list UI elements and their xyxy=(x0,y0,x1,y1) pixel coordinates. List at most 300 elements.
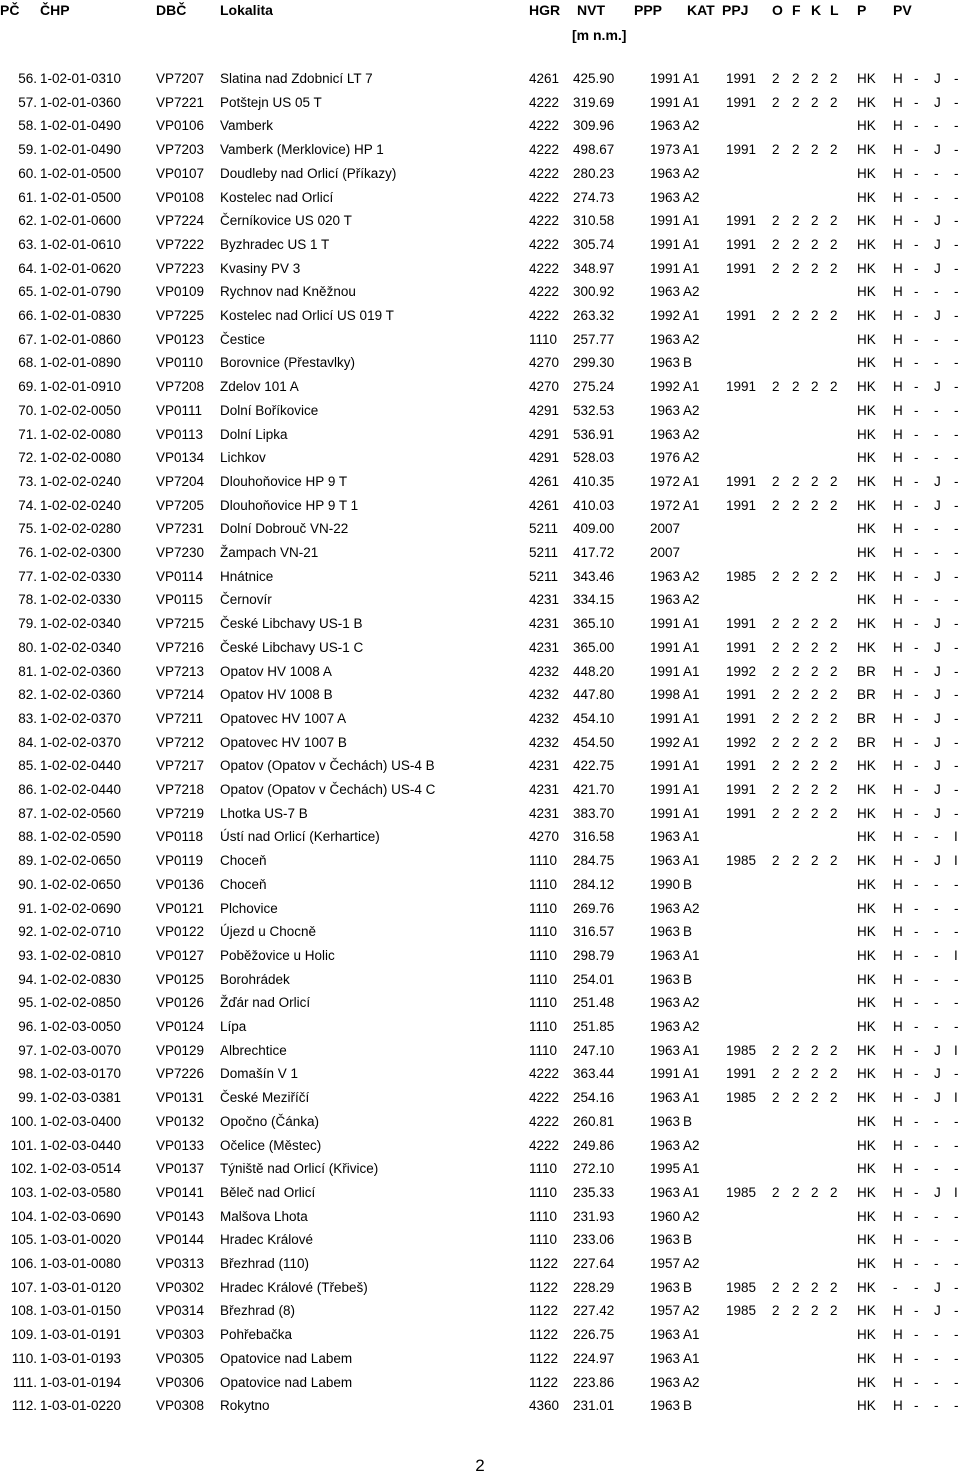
table-row xyxy=(0,427,960,451)
table-row xyxy=(0,190,960,214)
cell-flag-k: 2 xyxy=(811,568,819,584)
cell-dbc-code: VP7212 xyxy=(156,734,205,750)
cell-pv-1: H xyxy=(893,1161,903,1177)
cell-hgr: 1110 xyxy=(529,1161,558,1177)
cell-ppp: 2007 xyxy=(650,545,681,560)
cell-flag-k: 2 xyxy=(811,616,819,632)
table-row xyxy=(0,1161,960,1185)
cell-flag-k: 2 xyxy=(811,1066,819,1082)
cell-kat: A1 xyxy=(683,379,700,395)
cell-dbc-code: VP0143 xyxy=(156,1208,205,1224)
cell-chp-code: 1-03-01-0191 xyxy=(40,1327,122,1343)
cell-hgr: 4222 xyxy=(529,1066,560,1082)
cell-pv-2: - xyxy=(914,236,919,252)
cell-ppp: 1963 xyxy=(650,1113,681,1129)
cell-pv-1: H xyxy=(893,947,903,963)
cell-flag-o: 2 xyxy=(772,782,780,797)
cell-flag-k: 2 xyxy=(811,758,819,774)
cell-chp-code: 1-02-02-0330 xyxy=(40,568,122,584)
cell-pv-4: - xyxy=(954,995,959,1011)
cell-flag-l: 2 xyxy=(830,94,838,110)
cell-pv-1: H xyxy=(893,379,903,395)
cell-row-number: 82. xyxy=(18,687,37,703)
cell-row-number: 90. xyxy=(18,876,37,892)
table-row xyxy=(0,1256,960,1280)
cell-flag-p: HK xyxy=(857,1208,876,1224)
cell-pv-2: - xyxy=(914,805,919,821)
cell-nvt: 275.24 xyxy=(573,379,615,395)
table-row xyxy=(0,498,960,522)
cell-chp-code: 1-02-03-0170 xyxy=(40,1066,122,1082)
cell-flag-f: 2 xyxy=(792,260,800,276)
cell-pv-4: - xyxy=(954,1279,959,1295)
cell-row-number: 66. xyxy=(18,308,37,323)
cell-flag-l: 2 xyxy=(830,379,838,395)
cell-flag-p: HK xyxy=(857,189,876,205)
cell-pv-1: H xyxy=(893,616,903,632)
cell-pv-3: - xyxy=(934,189,939,205)
table-row xyxy=(0,829,960,853)
cell-hgr: 4222 xyxy=(529,284,560,300)
cell-kat: A1 xyxy=(683,853,700,869)
cell-nvt: 300.92 xyxy=(573,284,615,300)
cell-nvt: 528.03 xyxy=(573,450,615,466)
cell-pv-2: - xyxy=(914,710,919,726)
cell-hgr: 4222 xyxy=(529,142,560,158)
cell-pv-4: - xyxy=(954,1161,959,1177)
cell-flag-p: HK xyxy=(857,758,876,774)
cell-pv-1: H xyxy=(893,924,903,940)
cell-kat: A1 xyxy=(683,663,700,679)
cell-flag-k: 2 xyxy=(811,805,819,821)
cell-kat: A2 xyxy=(683,995,700,1011)
cell-flag-o: 2 xyxy=(772,710,780,726)
cell-nvt: 284.12 xyxy=(573,876,615,892)
cell-ppj: 1985 xyxy=(726,568,757,584)
cell-row-number: 106. xyxy=(10,1256,37,1271)
cell-flag-p: HK xyxy=(857,924,876,940)
cell-row-number: 104. xyxy=(10,1208,37,1224)
cell-flag-p: HK xyxy=(857,1184,876,1200)
cell-flag-o: 2 xyxy=(772,473,780,489)
cell-flag-o: 2 xyxy=(772,1279,780,1295)
cell-ppp: 1963 xyxy=(650,829,681,845)
cell-ppp: 1963 xyxy=(650,1019,681,1034)
header-pc: PČ xyxy=(0,2,20,18)
cell-pv-1: H xyxy=(893,1327,903,1343)
cell-pv-4: - xyxy=(954,402,959,418)
header-k: K xyxy=(811,2,822,18)
cell-flag-f: 2 xyxy=(792,853,800,869)
cell-kat: A2 xyxy=(683,1256,700,1271)
cell-nvt: 454.50 xyxy=(573,734,615,750)
cell-nvt: 251.85 xyxy=(573,1019,615,1034)
cell-chp-code: 1-02-01-0830 xyxy=(40,308,122,323)
cell-row-number: 72. xyxy=(18,450,37,466)
cell-ppp: 1957 xyxy=(650,1256,681,1271)
cell-chp-code: 1-02-02-0690 xyxy=(40,900,122,916)
cell-pv-3: - xyxy=(934,521,939,537)
cell-pv-2: - xyxy=(914,94,919,110)
cell-kat: A2 xyxy=(683,1019,700,1034)
cell-hgr: 1110 xyxy=(529,947,558,963)
cell-row-number: 92. xyxy=(18,924,37,940)
cell-pv-3: - xyxy=(934,1350,939,1366)
cell-chp-code: 1-02-02-0330 xyxy=(40,592,122,608)
cell-ppp: 1990 xyxy=(650,876,681,892)
cell-flag-p: HK xyxy=(857,1398,876,1414)
cell-nvt: 425.90 xyxy=(573,71,615,86)
cell-kat: B xyxy=(683,355,693,371)
table-row xyxy=(0,1185,960,1209)
cell-lokalita: Opatov HV 1008 B xyxy=(220,687,333,703)
cell-row-number: 78. xyxy=(18,592,37,608)
cell-flag-l: 2 xyxy=(830,1184,838,1200)
cell-pv-3: - xyxy=(934,1113,939,1129)
cell-pv-2: - xyxy=(914,971,919,987)
table-row xyxy=(0,213,960,237)
cell-chp-code: 1-02-02-0650 xyxy=(40,876,122,892)
cell-ppp: 1972 xyxy=(650,497,681,513)
cell-ppp: 1963 xyxy=(650,853,681,869)
cell-chp-code: 1-02-02-0080 xyxy=(40,426,122,442)
cell-nvt: 228.29 xyxy=(573,1279,615,1295)
cell-pv-4: - xyxy=(954,473,959,489)
cell-pv-2: - xyxy=(914,1042,919,1058)
cell-ppj: 1991 xyxy=(726,805,757,821)
cell-dbc-code: VP0107 xyxy=(156,165,205,181)
cell-flag-k: 2 xyxy=(811,497,819,513)
cell-ppp: 1960 xyxy=(650,1208,681,1224)
cell-hgr: 1110 xyxy=(529,853,558,869)
cell-flag-f: 2 xyxy=(792,687,800,703)
cell-chp-code: 1-02-02-0850 xyxy=(40,995,122,1011)
cell-pv-2: - xyxy=(914,900,919,916)
cell-nvt: 448.20 xyxy=(573,663,615,679)
cell-flag-p: HK xyxy=(857,94,876,110)
cell-hgr: 1110 xyxy=(529,900,558,916)
cell-flag-f: 2 xyxy=(792,213,800,229)
cell-pv-2: - xyxy=(914,663,919,679)
cell-pv-1: H xyxy=(893,782,903,797)
cell-hgr: 1110 xyxy=(529,1042,558,1058)
cell-lokalita: Březhrad (8) xyxy=(220,1303,296,1319)
cell-flag-p: HK xyxy=(857,450,876,466)
cell-dbc-code: VP0108 xyxy=(156,189,205,205)
cell-flag-p: BR xyxy=(857,687,876,703)
cell-lokalita: Slatina nad Zdobnicí LT 7 xyxy=(220,71,373,86)
table-row xyxy=(0,1327,960,1351)
cell-dbc-code: VP7204 xyxy=(156,473,205,489)
cell-flag-o: 2 xyxy=(772,758,780,774)
cell-pv-3: - xyxy=(934,331,939,347)
cell-pv-1: H xyxy=(893,1398,903,1414)
cell-hgr: 4291 xyxy=(529,450,560,466)
cell-pv-4: - xyxy=(954,592,959,608)
cell-hgr: 4270 xyxy=(529,379,560,395)
cell-pv-3: J xyxy=(934,734,941,750)
cell-lokalita: Poběžovice u Holic xyxy=(220,947,335,963)
cell-ppj: 1985 xyxy=(726,853,757,869)
table-row xyxy=(0,332,960,356)
cell-pv-1: H xyxy=(893,1208,903,1224)
cell-kat: A1 xyxy=(683,1161,700,1177)
cell-ppp: 1963 xyxy=(650,1184,681,1200)
cell-kat: A1 xyxy=(683,142,700,158)
cell-pv-3: - xyxy=(934,876,939,892)
cell-hgr: 1110 xyxy=(529,876,558,892)
cell-flag-l: 2 xyxy=(830,639,838,655)
cell-pv-4: - xyxy=(954,236,959,252)
cell-ppj: 1991 xyxy=(726,308,757,323)
cell-lokalita: Opatovec HV 1007 B xyxy=(220,734,347,750)
cell-dbc-code: VP7222 xyxy=(156,236,205,252)
cell-row-number: 79. xyxy=(18,616,37,632)
cell-pv-3: J xyxy=(934,1184,941,1200)
cell-flag-p: HK xyxy=(857,308,876,323)
cell-nvt: 365.00 xyxy=(573,639,615,655)
cell-kat: A1 xyxy=(683,1184,700,1200)
cell-pv-2: - xyxy=(914,142,919,158)
cell-flag-o: 2 xyxy=(772,71,780,86)
cell-lokalita: Choceň xyxy=(220,876,267,892)
cell-nvt: 498.67 xyxy=(573,142,615,158)
table-row xyxy=(0,924,960,948)
cell-kat: A1 xyxy=(683,213,700,229)
cell-pv-2: - xyxy=(914,331,919,347)
cell-flag-l: 2 xyxy=(830,1042,838,1058)
cell-pv-1: H xyxy=(893,142,903,158)
cell-ppp: 1991 xyxy=(650,710,681,726)
cell-chp-code: 1-02-01-0360 xyxy=(40,94,122,110)
header-kat: KAT xyxy=(687,2,715,18)
table-row xyxy=(0,1209,960,1233)
cell-ppj: 1991 xyxy=(726,213,757,229)
cell-pv-1: H xyxy=(893,568,903,584)
cell-hgr: 4231 xyxy=(529,616,560,632)
cell-pv-1: H xyxy=(893,94,903,110)
table-row xyxy=(0,711,960,735)
cell-ppp: 1963 xyxy=(650,331,681,347)
cell-nvt: 233.06 xyxy=(573,1232,615,1248)
cell-kat: A1 xyxy=(683,260,700,276)
cell-flag-f: 2 xyxy=(792,308,800,323)
cell-pv-3: - xyxy=(934,426,939,442)
cell-ppj: 1991 xyxy=(726,236,757,252)
cell-lokalita: České Libchavy US-1 C xyxy=(220,639,364,655)
cell-hgr: 1110 xyxy=(529,995,558,1011)
cell-lokalita: Dolní Dobrouč VN-22 xyxy=(220,521,349,537)
table-row xyxy=(0,474,960,498)
cell-flag-p: HK xyxy=(857,284,876,300)
cell-row-number: 76. xyxy=(18,545,37,560)
cell-pv-2: - xyxy=(914,189,919,205)
cell-pv-2: - xyxy=(914,521,919,537)
cell-row-number: 88. xyxy=(18,829,37,845)
cell-ppj: 1991 xyxy=(726,379,757,395)
cell-kat: A1 xyxy=(683,473,700,489)
cell-dbc-code: VP7218 xyxy=(156,782,205,797)
cell-nvt: 417.72 xyxy=(573,545,615,560)
cell-lokalita: Žďár nad Orlicí xyxy=(220,995,311,1011)
cell-chp-code: 1-02-02-0340 xyxy=(40,616,122,632)
cell-pv-2: - xyxy=(914,1350,919,1366)
cell-ppj: 1991 xyxy=(726,473,757,489)
cell-flag-f: 2 xyxy=(792,94,800,110)
cell-flag-p: HK xyxy=(857,355,876,371)
cell-row-number: 109. xyxy=(10,1327,37,1343)
table-row xyxy=(0,782,960,806)
table-row xyxy=(0,403,960,427)
cell-dbc-code: VP7208 xyxy=(156,379,205,395)
cell-flag-l: 2 xyxy=(830,805,838,821)
cell-flag-l: 2 xyxy=(830,568,838,584)
cell-dbc-code: VP7230 xyxy=(156,545,205,560)
cell-flag-k: 2 xyxy=(811,1090,819,1106)
cell-row-number: 101. xyxy=(10,1137,37,1153)
cell-nvt: 447.80 xyxy=(573,687,615,703)
cell-hgr: 4232 xyxy=(529,687,560,703)
cell-pv-3: - xyxy=(934,1327,939,1343)
cell-chp-code: 1-02-01-0600 xyxy=(40,213,122,229)
cell-kat: A2 xyxy=(683,1208,700,1224)
cell-pv-1: H xyxy=(893,450,903,466)
cell-flag-p: HK xyxy=(857,1042,876,1058)
cell-nvt: 274.73 xyxy=(573,189,615,205)
cell-pv-4: I xyxy=(954,947,958,963)
cell-row-number: 61. xyxy=(18,189,37,205)
cell-row-number: 108. xyxy=(10,1303,37,1319)
cell-row-number: 85. xyxy=(18,758,37,774)
cell-flag-l: 2 xyxy=(830,1066,838,1082)
cell-flag-o: 2 xyxy=(772,1303,780,1319)
cell-chp-code: 1-02-03-0050 xyxy=(40,1019,122,1034)
cell-flag-l: 2 xyxy=(830,782,838,797)
cell-pv-1: H xyxy=(893,521,903,537)
cell-nvt: 251.48 xyxy=(573,995,615,1011)
cell-row-number: 62. xyxy=(18,213,37,229)
cell-pv-4: - xyxy=(954,1303,959,1319)
cell-chp-code: 1-03-01-0193 xyxy=(40,1350,122,1366)
cell-flag-p: HK xyxy=(857,1374,876,1390)
cell-row-number: 81. xyxy=(18,663,37,679)
cell-pv-3: - xyxy=(934,1256,939,1271)
cell-hgr: 1110 xyxy=(529,924,558,940)
cell-pv-1: H xyxy=(893,545,903,560)
cell-hgr: 4222 xyxy=(529,1113,560,1129)
cell-flag-o: 2 xyxy=(772,260,780,276)
cell-nvt: 454.10 xyxy=(573,710,615,726)
cell-flag-f: 2 xyxy=(792,782,800,797)
cell-pv-2: - xyxy=(914,426,919,442)
cell-flag-k: 2 xyxy=(811,710,819,726)
table-row xyxy=(0,142,960,166)
cell-pv-4: I xyxy=(954,829,958,845)
cell-kat: A1 xyxy=(683,734,700,750)
cell-pv-2: - xyxy=(914,379,919,395)
cell-lokalita: Dlouhoňovice HP 9 T 1 xyxy=(220,497,359,513)
cell-flag-p: HK xyxy=(857,782,876,797)
cell-ppp: 1991 xyxy=(650,236,681,252)
table-row xyxy=(0,972,960,996)
cell-kat: A2 xyxy=(683,189,700,205)
cell-pv-3: - xyxy=(934,118,939,134)
cell-pv-4: - xyxy=(954,734,959,750)
cell-chp-code: 1-02-02-0360 xyxy=(40,687,122,703)
cell-row-number: 57. xyxy=(18,94,37,110)
cell-flag-f: 2 xyxy=(792,379,800,395)
cell-hgr: 4231 xyxy=(529,639,560,655)
cell-pv-1: H xyxy=(893,971,903,987)
cell-flag-l: 2 xyxy=(830,142,838,158)
cell-pv-3: - xyxy=(934,924,939,940)
cell-flag-p: HK xyxy=(857,118,876,134)
cell-flag-l: 2 xyxy=(830,1279,838,1295)
cell-ppj: 1991 xyxy=(726,71,757,86)
cell-hgr: 1110 xyxy=(529,331,558,347)
cell-flag-p: HK xyxy=(857,331,876,347)
cell-chp-code: 1-02-03-0440 xyxy=(40,1137,122,1153)
cell-chp-code: 1-02-03-0400 xyxy=(40,1113,122,1129)
cell-flag-f: 2 xyxy=(792,142,800,158)
cell-pv-2: - xyxy=(914,473,919,489)
table-row xyxy=(0,640,960,664)
cell-nvt: 348.97 xyxy=(573,260,615,276)
cell-pv-1: H xyxy=(893,71,903,86)
cell-flag-l: 2 xyxy=(830,473,838,489)
cell-hgr: 1122 xyxy=(529,1303,559,1319)
cell-hgr: 4222 xyxy=(529,213,560,229)
header-dbc: DBČ xyxy=(156,2,187,18)
cell-row-number: 56. xyxy=(18,71,37,86)
cell-ppp: 1963 xyxy=(650,1374,681,1390)
table-row xyxy=(0,308,960,332)
table-row xyxy=(0,166,960,190)
cell-pv-1: H xyxy=(893,355,903,371)
cell-dbc-code: VP0305 xyxy=(156,1350,205,1366)
cell-pv-3: - xyxy=(934,829,939,845)
cell-pv-1: H xyxy=(893,995,903,1011)
cell-chp-code: 1-02-01-0500 xyxy=(40,189,122,205)
cell-lokalita: Doudleby nad Orlicí (Příkazy) xyxy=(220,165,397,181)
cell-kat: A1 xyxy=(683,236,700,252)
cell-hgr: 4222 xyxy=(529,308,560,323)
cell-hgr: 4261 xyxy=(529,71,560,86)
cell-kat: A1 xyxy=(683,805,700,821)
table-row xyxy=(0,521,960,545)
cell-flag-p: BR xyxy=(857,663,876,679)
cell-flag-p: HK xyxy=(857,1232,876,1248)
header-hgr: HGR xyxy=(529,2,561,18)
cell-dbc-code: VP0306 xyxy=(156,1374,205,1390)
cell-chp-code: 1-02-02-0280 xyxy=(40,521,122,537)
cell-pv-3: - xyxy=(934,1374,939,1390)
table-row xyxy=(0,1019,960,1043)
cell-ppp: 1963 xyxy=(650,924,681,940)
cell-pv-1: H xyxy=(893,876,903,892)
cell-flag-k: 2 xyxy=(811,663,819,679)
cell-flag-k: 2 xyxy=(811,1303,819,1319)
cell-flag-p: HK xyxy=(857,1090,876,1106)
cell-kat: A1 xyxy=(683,947,700,963)
cell-flag-k: 2 xyxy=(811,379,819,395)
cell-flag-l: 2 xyxy=(830,260,838,276)
cell-dbc-code: VP0115 xyxy=(156,592,204,608)
cell-chp-code: 1-02-01-0890 xyxy=(40,355,122,371)
cell-lokalita: Kostelec nad Orlicí xyxy=(220,189,334,205)
cell-pv-2: - xyxy=(914,1398,919,1414)
cell-pv-4: - xyxy=(954,1208,959,1224)
